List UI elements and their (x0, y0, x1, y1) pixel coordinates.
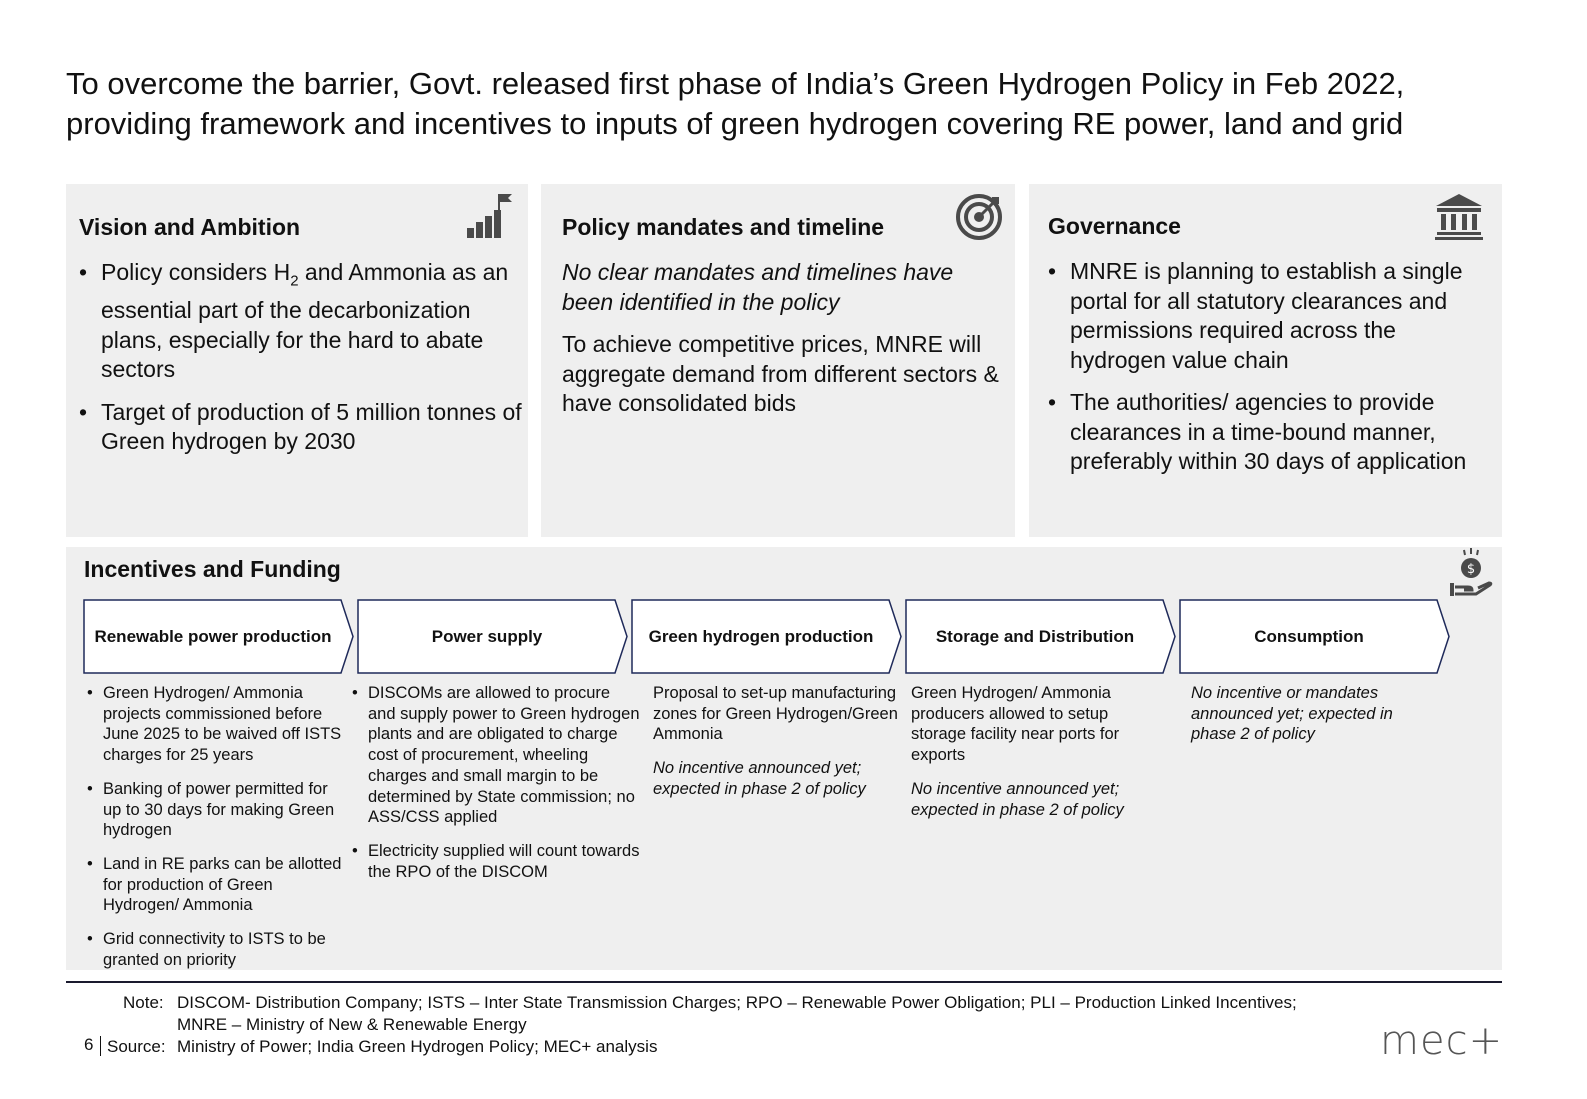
page-number-separator (100, 1036, 101, 1056)
production-italic-text: No incentive announced yet; expected in phase 2 of policy (653, 759, 866, 798)
source-text: Ministry of Power; India Green Hydrogen Policy; MEC+ analysis (177, 1037, 658, 1056)
vision-title: Vision and Ambition (79, 214, 301, 240)
stage-label: Renewable power production (94, 626, 332, 646)
storage-text: Green Hydrogen/ Ammonia producers allowed to setup storage facility near ports for exports (911, 684, 1120, 765)
consumption-italic-text: No incentive or mandates announced yet; expected in phase 2 of policy (1191, 684, 1393, 744)
governance-bullets (1048, 257, 1488, 477)
production-text: Proposal to set-up manufacturing zones for Green Hydrogen/Green Ammonia (653, 684, 898, 744)
note-label: Note: (123, 993, 164, 1012)
governance-bullet: • MNRE is planning to establish a single portal for all statutory clearances and permissions required across the hydrogen value chain (1048, 257, 1488, 375)
company-logo: mec+ (1380, 1018, 1504, 1064)
renewable-bullets (87, 683, 349, 970)
vision-bullet-2: • Target of production of 5 million tonnes of Green hydrogen by 2030 (79, 398, 531, 457)
vision-bullets (79, 258, 531, 457)
stage-consumption (1179, 599, 1451, 674)
policy-text: To achieve competitive prices, MNRE will aggregate demand from different sectors & have consolidated bids (562, 331, 999, 416)
stage-label: Consumption (1254, 626, 1364, 646)
power-supply-bullet: • DISCOMs are allowed to procure and supply power to Green hydrogen plants and are obligated to charge cost of procurement, wheeling charges and small margin to be determined by State commission; no ASS/CSS applied (352, 683, 642, 828)
renewable-bullet: • Banking of power permitted for up to 30 days for making Green hydrogen (87, 779, 349, 841)
power-supply-bullet: • Electricity supplied will count towards the RPO of the DISCOM (352, 841, 642, 882)
policy-italic-text: No clear mandates and timelines have been identified in the policy (562, 259, 954, 315)
vision-bullet-1: • Policy considers $H_2$ and Ammonia as an essential part of the decarbonization plans, especially for the hard to abate sectors (79, 258, 531, 385)
stage-power-supply (357, 599, 629, 674)
subscript-2: 2 (290, 272, 299, 290)
government-building-icon (1434, 192, 1484, 242)
policy-title: Policy mandates and timeline (562, 214, 885, 240)
incentives-title: Incentives and Funding (84, 556, 341, 582)
svg-text:$: $ (1466, 562, 1476, 577)
bar-chart-flag-icon (464, 192, 514, 242)
stage-green-hydrogen-production (631, 599, 903, 674)
money-hand-icon (1448, 547, 1494, 599)
storage-italic-text: No incentive announced yet; expected in phase 2 of policy (911, 780, 1124, 819)
renewable-bullet: • Green Hydrogen/ Ammonia projects commissioned before June 2025 to be waived off ISTS charges for 25 years (87, 683, 349, 766)
target-icon (955, 193, 1003, 241)
source-label: Source: (107, 1037, 166, 1056)
page-title: To overcome the barrier, Govt. released first phase of India’s Green Hydrogen Policy in Feb 2022, providing framework and incentives to inputs of green hydrogen covering RE power, land and grid (66, 66, 1405, 141)
stage-renewable-power (83, 599, 355, 674)
page-number: 6 (84, 1035, 94, 1054)
power-supply-bullets (352, 683, 642, 882)
stage-storage-distribution (905, 599, 1177, 674)
governance-title: Governance (1048, 213, 1181, 239)
footer-divider (66, 981, 1502, 983)
stage-label: Storage and Distribution (935, 626, 1135, 646)
renewable-bullet: • Grid connectivity to ISTS to be granted on priority (87, 929, 349, 970)
renewable-bullet: • Land in RE parks can be allotted for production of Green Hydrogen/ Ammonia (87, 854, 349, 916)
stage-label: Power supply (431, 626, 543, 646)
note-text: DISCOM- Distribution Company; ISTS – Inter State Transmission Charges; RPO – Renewable Power Obligation; PLI – Production Linked Incentives; MNRE – Ministry of New & Renewable Energy (177, 993, 1297, 1034)
stage-label: Green hydrogen production (648, 626, 874, 646)
governance-bullet: • The authorities/ agencies to provide clearances in a time-bound manner, preferably within 30 days of application (1048, 388, 1488, 477)
